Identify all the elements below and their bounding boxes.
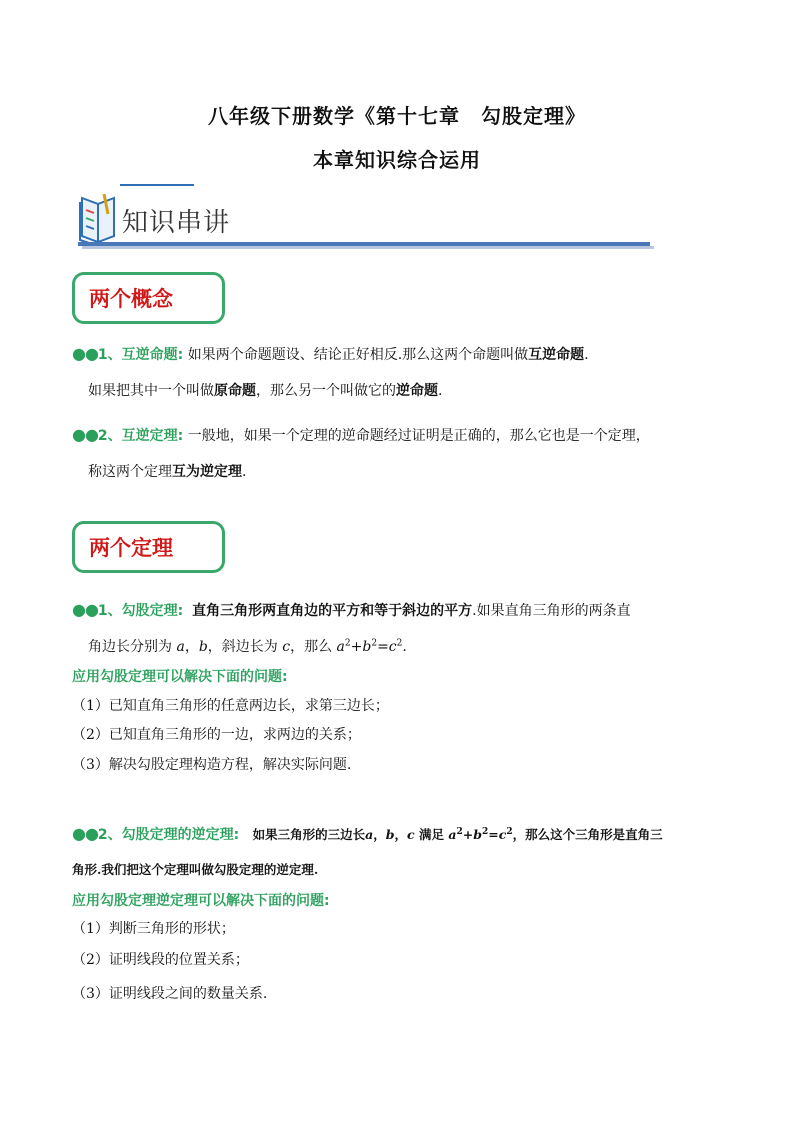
variable-c: c: [282, 639, 291, 655]
theorem-text: 角边长分别为: [88, 639, 172, 655]
punctuation: .: [584, 347, 589, 363]
bullet-icon: ●●: [72, 600, 98, 619]
apply-heading: 应用勾股定理可以解决下面的问题:: [72, 669, 288, 685]
bullet-icon: ●●: [72, 344, 98, 363]
section-heading: 两个概念: [89, 287, 173, 311]
theorem-text: ，那么: [290, 639, 333, 655]
theorem-2-line-1: [72, 824, 732, 845]
section-heading-box: [72, 272, 225, 324]
use-item: （1）判断三角形的形状；: [72, 921, 235, 937]
theorem-1-line-2: 角边长分别为 a，b，斜边长为 c，那么 $a^2+b^2=c^2$.: [88, 638, 407, 655]
formula: $a^2+b^2=c^2$.: [336, 638, 407, 655]
page-subtitle: 本章知识综合运用: [313, 148, 481, 172]
concept-term: 互为逆定理: [172, 464, 242, 480]
concept-label: 2、互逆定理:: [97, 428, 184, 444]
section-heading-box: [72, 521, 225, 573]
concept-term: 逆命题: [396, 383, 438, 399]
theorem-label: 2、勾股定理的逆定理:: [97, 827, 240, 843]
concept-1-line-1: [72, 344, 732, 365]
use-item: （3）解决勾股定理构造方程，解决实际问题.: [72, 757, 352, 773]
concept-text: 一般地，如果一个定理的逆命题经过证明是正确的，那么它也是一个定理，: [187, 428, 650, 444]
concept-term: 原命题: [214, 383, 256, 399]
concept-2-line-2: [88, 462, 748, 482]
banner-top-line: [120, 184, 194, 186]
section-heading: 两个定理: [89, 536, 173, 560]
concept-2-line-1: [72, 425, 732, 446]
concept-text: 称这两个定理: [88, 464, 172, 480]
punctuation: .: [242, 464, 247, 480]
use-item: （2）证明线段的位置关系；: [72, 952, 249, 968]
page-title: 八年级下册数学《第十七章 勾股定理》: [208, 104, 586, 128]
concept-term: 互逆命题: [528, 347, 585, 363]
theorem-2-line-2: 角形.我们把这个定理叫做勾股定理的逆定理.: [72, 862, 319, 877]
apply-heading: 应用勾股定理逆定理可以解决下面的问题:: [72, 893, 330, 909]
concept-1-line-2: [88, 381, 748, 401]
section-banner: [78, 182, 658, 252]
use-item: （3）证明线段之间的数量关系.: [72, 986, 268, 1002]
punctuation: .: [438, 383, 443, 399]
theorem-1-line-1: [72, 600, 732, 621]
theorem-statement: 如果三角形的三边长a，b，c 满足 $a^2+b^2=c^2$，那么这个三角形是直角三: [252, 826, 663, 842]
banner-label: 知识串讲: [122, 208, 231, 238]
concept-text: 如果把其中一个叫做: [88, 383, 214, 399]
variable-b: b: [198, 639, 208, 655]
bullet-icon: ●●: [72, 425, 98, 444]
bullet-icon: ●●: [72, 824, 98, 843]
concept-text: 如果两个命题题设、结论正好相反.那么这两个命题叫做: [187, 347, 529, 363]
theorem-text: .如果直角三角形的两条直: [472, 603, 631, 619]
concept-text: ，那么另一个叫做它的: [256, 383, 396, 399]
variable-a: a: [176, 639, 185, 655]
theorem-text: ，斜边长为: [207, 639, 278, 655]
book-icon: [78, 188, 122, 244]
theorem-label: 1、勾股定理:: [97, 603, 184, 619]
use-item: （2）已知直角三角形的一边，求两边的关系；: [72, 727, 361, 743]
banner-underline-shadow: [82, 246, 654, 249]
concept-label: 1、互逆命题:: [97, 347, 184, 363]
use-item: （1）已知直角三角形的任意两边长，求第三边长；: [72, 698, 389, 714]
theorem-statement: 直角三角形两直角边的平方和等于斜边的平方: [192, 603, 473, 619]
